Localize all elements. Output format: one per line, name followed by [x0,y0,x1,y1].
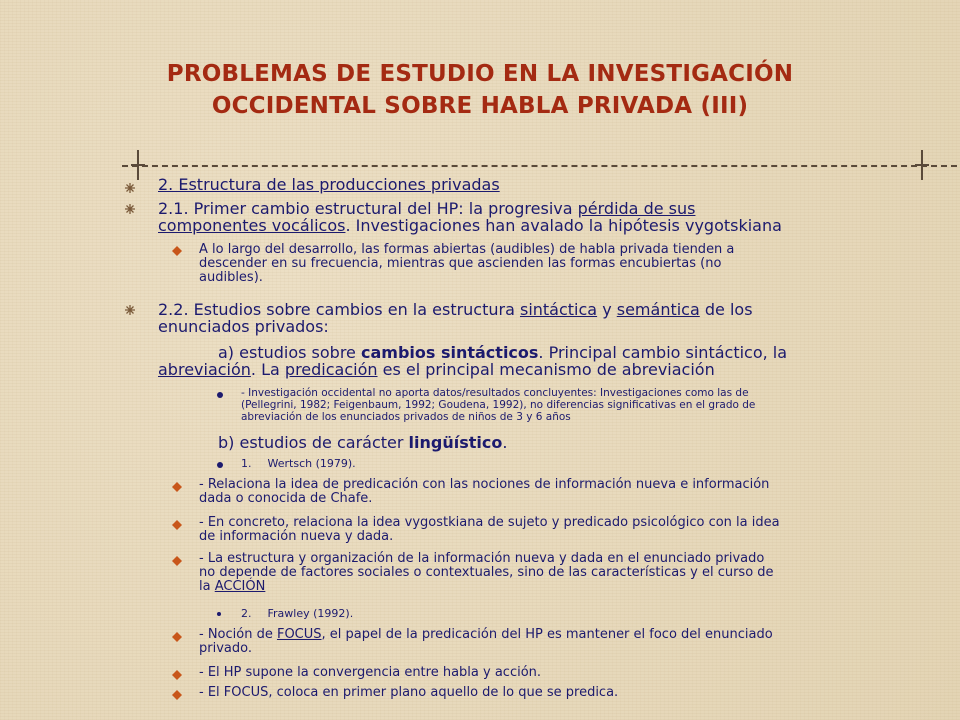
reference-text: Frawley (1992). [267,607,354,620]
item-wertsch [241,458,356,470]
text-line: - El FOCUS, coloca en primer plano aquello de lo que se predica. [199,685,619,700]
item-estructura-informacion [199,552,929,594]
underlined-term: predicación [284,360,378,379]
item-relaciona-chafe [199,478,929,506]
underlined-term: ACCIÓN [214,579,266,594]
text-run: de los [699,300,753,319]
underlined-term: semántica [616,300,700,319]
text-run: 2.2. Estudios sobre cambios en la estructura [158,300,520,319]
title-line-1: PROBLEMAS DE ESTUDIO EN LA INVESTIGACIÓN [166,61,794,87]
swirl-bullet-icon [124,301,136,313]
text-line: - Investigación occidental no aporta datos/resultados concluyentes: Investigaciones como las de [241,387,749,399]
item-2-2 [158,301,938,335]
text-run: - Noción de [199,627,277,642]
text-run: . La [250,360,285,379]
list-number: 2. [241,607,252,620]
dot-bullet-icon [217,612,221,616]
item-formas-abiertas [199,243,919,285]
underlined-term: abreviación [158,360,251,379]
swirl-bullet-icon [124,179,136,191]
diamond-bullet-icon [172,246,182,256]
text-line: privado. [199,641,252,656]
text-line: no depende de factores sociales o contextuales, sino de las características y el curso de [199,565,774,580]
item-estudios-linguisticos [218,434,507,451]
text-run: es el principal mecanismo de abreviación [377,360,715,379]
underlined-term: sintáctica [519,300,598,319]
text-run: , el papel de la predicación del HP es mantener el foco del enunciado [321,627,773,642]
bold-term: cambios sintácticos [360,343,539,362]
section-heading [158,176,500,193]
text-run: a) estudios sobre [218,343,361,362]
item-nocion-focus [199,628,929,656]
text-run: la [199,579,215,594]
item-investigacion-occidental [241,387,931,423]
item-focus-primer-plano [199,686,618,700]
slide-title [0,58,960,122]
divider-cross-right [915,150,929,180]
diamond-bullet-icon [172,556,182,566]
text-line: audibles). [199,270,263,285]
text-line: enunciados privados: [158,317,329,336]
diamond-bullet-icon [172,690,182,700]
text-line: - En concreto, relaciona la idea vygostkiana de sujeto y predicado psicológico con la idea [199,515,780,530]
underlined-term: FOCUS [276,627,322,642]
diamond-bullet-icon [172,482,182,492]
item-estudios-sintacticos [158,344,948,378]
text-run: . Principal cambio sintáctico, la [538,343,788,362]
item-frawley [241,608,353,620]
text-line: dada o conocida de Chafe. [199,491,373,506]
text-line: (Pellegrini, 1982; Feigenbaum, 1992; Goudena, 1992), no diferencias significativas en el grado de [241,399,756,411]
text-line: abreviación de los enunciados privados de niños de 3 y 6 años [241,411,571,423]
item-2-1 [158,200,938,234]
diamond-bullet-icon [172,632,182,642]
text-run: . [502,433,508,452]
item-en-concreto [199,516,929,544]
text-run: b) estudios de carácter [218,433,409,452]
text-line: - El HP supone la convergencia entre habla y acción. [199,665,542,680]
reference-text: Wertsch (1979). [267,457,356,470]
dot-bullet-icon [217,462,223,468]
text-line: - Relaciona la idea de predicación con las nociones de información nueva e información [199,477,770,492]
divider-rule [122,165,957,167]
text-run: 2.1. Primer cambio estructural del HP: la progresiva [158,199,578,218]
item-convergencia [199,666,541,680]
text-run: y [597,300,617,319]
text-line: de información nueva y dada. [199,529,394,544]
swirl-bullet-icon [124,200,136,212]
text-line: - La estructura y organización de la información nueva y dada en el enunciado privado [199,551,765,566]
dot-bullet-icon [217,392,223,398]
underlined-term: componentes vocálicos [158,216,346,235]
diamond-bullet-icon [172,670,182,680]
list-number: 1. [241,457,252,470]
diamond-bullet-icon [172,520,182,530]
text-line: A lo largo del desarrollo, las formas abiertas (audibles) de habla privada tienden a [199,242,735,257]
section-heading-text: 2. Estructura de las producciones privadas [158,175,500,194]
title-line-2: OCCIDENTAL SOBRE HABLA PRIVADA (III) [211,93,749,119]
text-line: descender en su frecuencia, mientras que ascienden las formas encubiertas (no [199,256,722,271]
bold-term: lingüístico [408,433,503,452]
divider-cross-left [131,150,145,180]
text-run: . Investigaciones han avalado la hipótesis vygotskiana [345,216,782,235]
underlined-term: pérdida de sus [577,199,696,218]
